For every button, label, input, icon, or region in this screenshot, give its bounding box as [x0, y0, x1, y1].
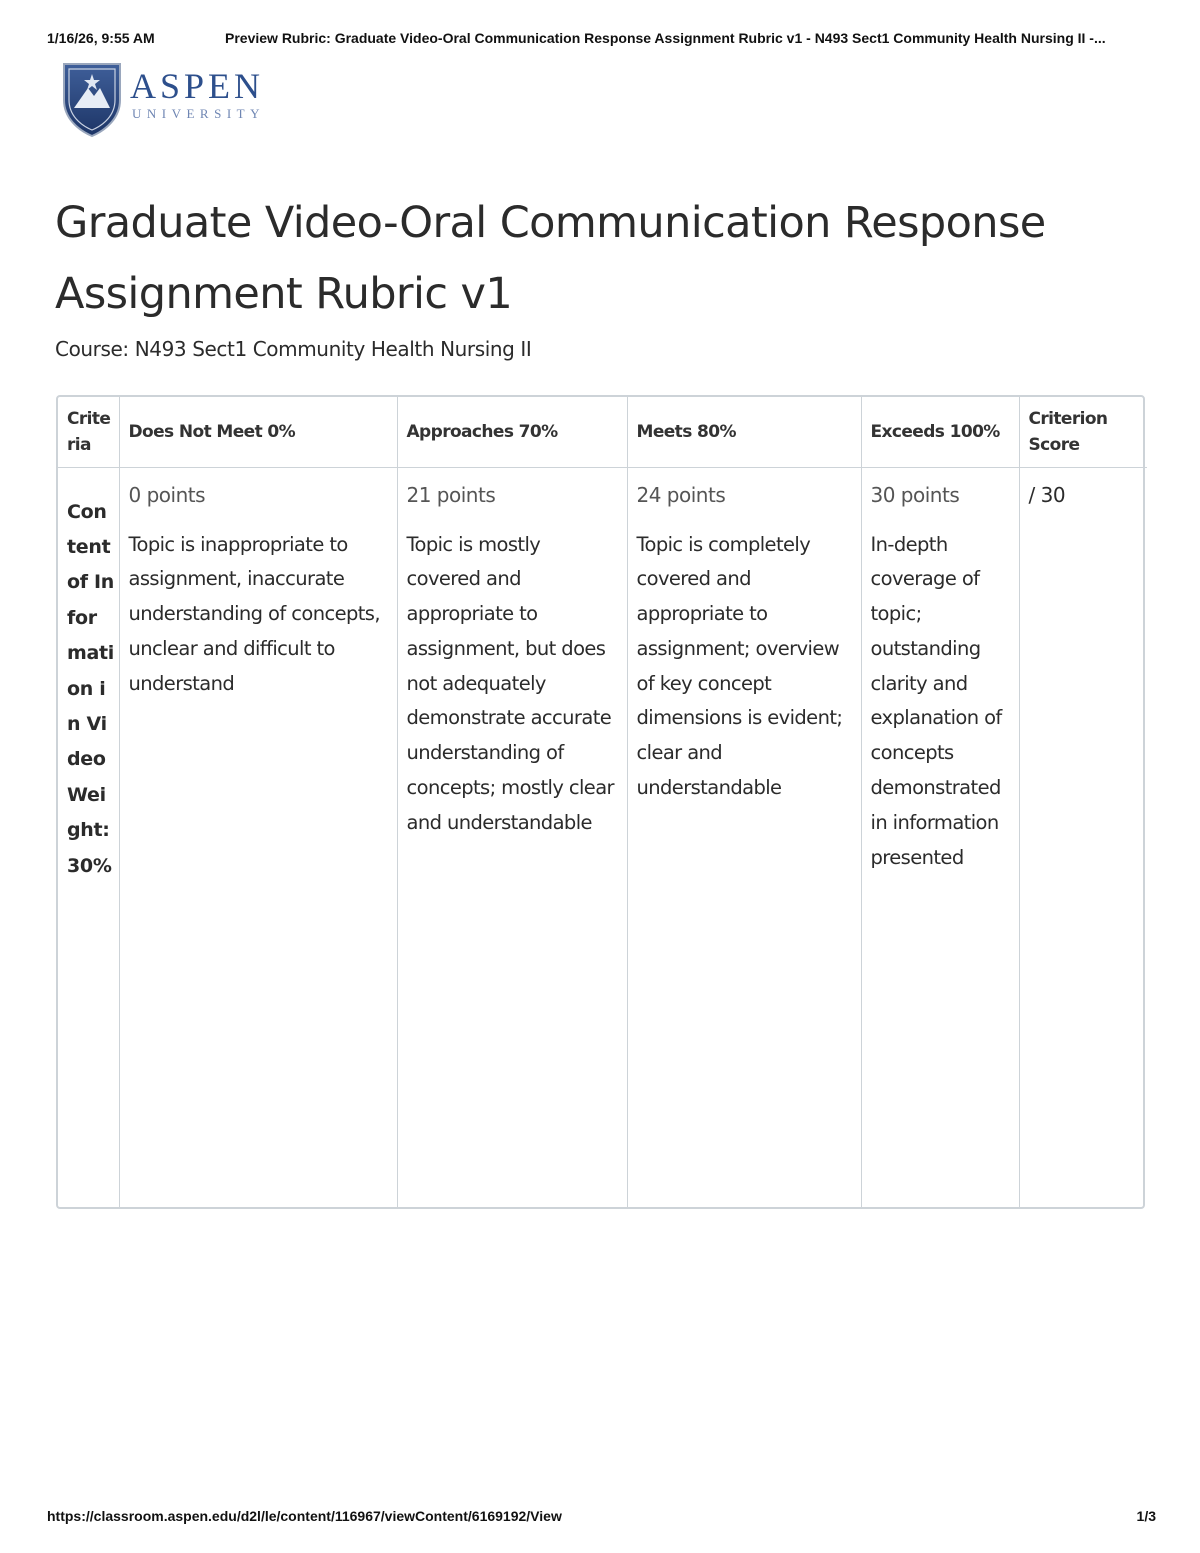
header-criteria: Criteria	[58, 397, 119, 467]
table-row	[58, 467, 1147, 1207]
aspen-university-logo	[60, 58, 310, 140]
logo-subtitle: UNIVERSITY	[132, 106, 265, 121]
criterion-score: / 30	[1028, 482, 1066, 507]
rubric-table	[56, 395, 1145, 1209]
logo-name: ASPEN	[130, 66, 265, 106]
shield-logo-icon	[60, 58, 124, 138]
level-cell-approaches	[397, 467, 627, 1207]
level-points: 21 points	[406, 482, 496, 507]
course-label: Course: N493 Sect1 Community Health Nursing II	[55, 337, 532, 361]
header-approaches: Approaches 70%	[397, 397, 627, 467]
rubric-header-row	[58, 397, 1147, 467]
criterion-name: Content of Information in Video Weight: 30%	[67, 500, 115, 877]
criterion-score-cell	[1019, 467, 1147, 1207]
level-cell-meets	[627, 467, 861, 1207]
level-cell-does-not-meet	[119, 467, 397, 1207]
print-datetime: 1/16/26, 9:55 AM	[47, 30, 155, 46]
page-title: Graduate Video-Oral Communication Response Assignment Rubric v1	[55, 198, 1046, 319]
print-url: https://classroom.aspen.edu/d2l/le/content/116967/viewContent/6169192/View	[47, 1508, 562, 1524]
header-exceeds: Exceeds 100%	[861, 397, 1019, 467]
level-points: 30 points	[870, 482, 960, 507]
level-description: In-depth coverage of topic; outstanding clarity and explanation of concepts demonstrated in information presented	[870, 532, 1002, 869]
level-points: 24 points	[636, 482, 726, 507]
level-description: Topic is completely covered and appropriate to assignment; overview of key concept dimensions is evident; clear and understandable	[636, 532, 843, 800]
level-description: Topic is inappropriate to assignment, inaccurate understanding of concepts, unclear and difficult to understand	[128, 532, 380, 695]
level-cell-exceeds	[861, 467, 1019, 1207]
level-points: 0 points	[128, 482, 206, 507]
header-criterion-score: Criterion Score	[1019, 397, 1147, 467]
header-meets: Meets 80%	[627, 397, 861, 467]
header-does-not-meet: Does Not Meet 0%	[119, 397, 397, 467]
criterion-cell	[58, 467, 119, 1207]
page-number: 1/3	[1136, 1508, 1156, 1524]
print-page-title: Preview Rubric: Graduate Video-Oral Communication Response Assignment Rubric v1 - N493 Sect1 Community Health Nursing II -...	[225, 30, 1106, 46]
level-description: Topic is mostly covered and appropriate to assignment, but does not adequately demonstrate accurate understanding of concepts; mostly clear and understandable	[406, 532, 614, 834]
